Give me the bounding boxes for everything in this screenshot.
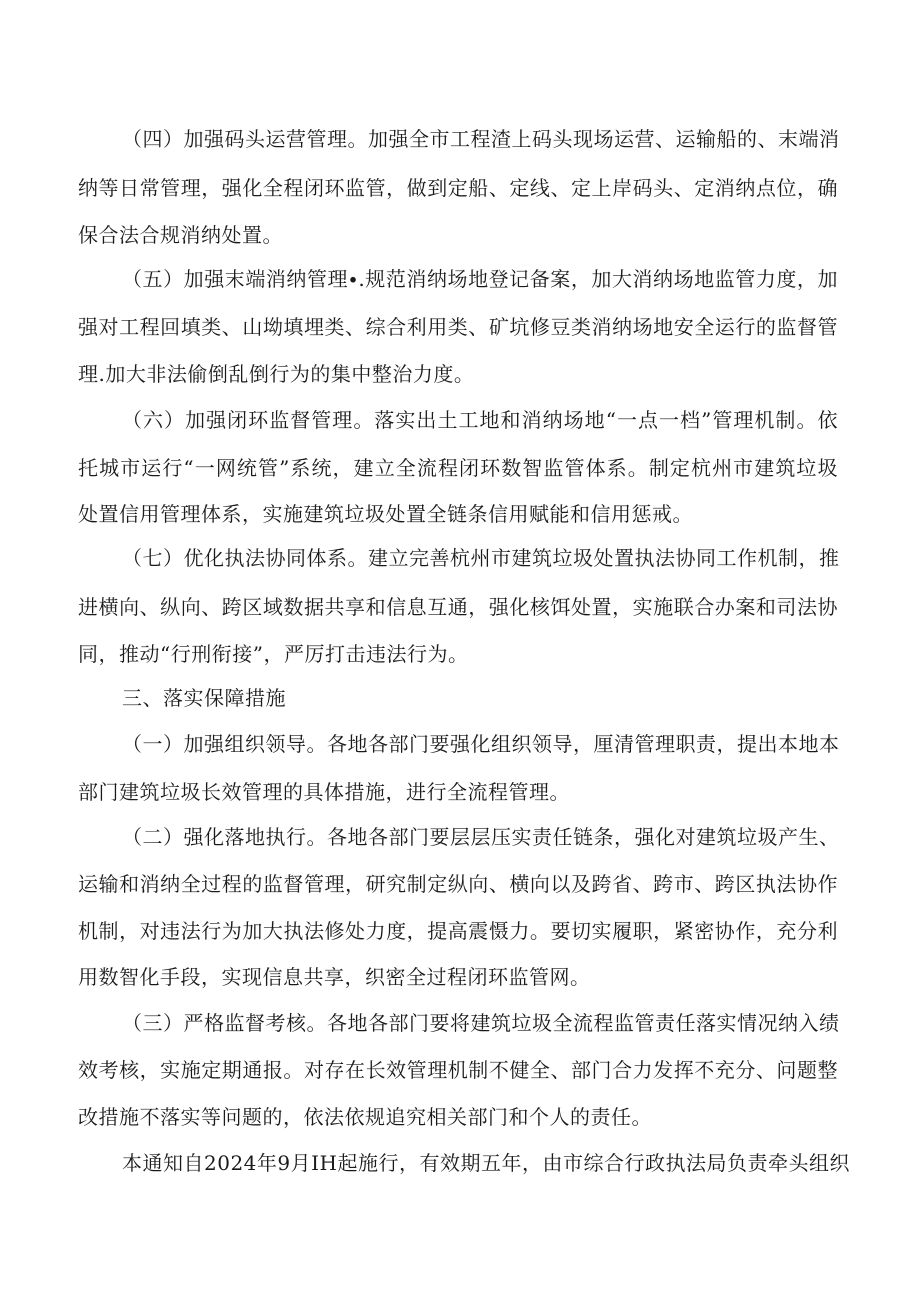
para-5-line-1: （五）加强末端消纳管理∙.规范消纳场地登记备案，加大消纳场地监管力度，加: [122, 267, 838, 291]
para-4-line-3: 保合法合规消纳处置。: [78, 223, 283, 247]
subsection-1-line-1: （一）加强组织领导。各地各部门要强化组织领导，厘清管理职责，提出本地本: [122, 732, 840, 756]
para-6-line-1: （六）加强闭环监督管理。落实出土工地和消纳场地“一点一档”管理机制。依: [122, 408, 838, 432]
subsection-3-line-1: （三）严格监督考核。各地各部门要将建筑垃圾全流程监管责任落实情况纳入绩: [122, 1011, 840, 1035]
closing-line: 本通知自2024年9月IH起施行，有效期五年，由市综合行政执法局负责牵头组织: [122, 1151, 850, 1175]
para-4-line-2: 纳等日常管理，强化全程闭环监管，做到定船、定线、定上岸码头、定消纳点位，确: [78, 176, 838, 200]
para-6-line-3: 处置信用管理体系，实施建筑垃圾处置全链条信用赋能和信用惩戒。: [78, 502, 693, 526]
subsection-3-line-2: 效考核，实施定期通报。对存在长效管理机制不健全、部门合力发挥不充分、问题整: [78, 1058, 838, 1082]
para-6-line-2: 托城市运行“一网统管”系统，建立全流程闭环数智监管体系。制定杭州市建筑垃圾: [78, 456, 838, 480]
subsection-3-line-3: 改措施不落实等问题的，依法依规追究相关部门和个人的责任。: [78, 1105, 652, 1129]
subsection-2-line-2: 运输和消纳全过程的监督管理，研究制定纵向、横向以及跨省、跨市、跨区执法协作: [78, 872, 838, 896]
para-5-line-3: 理.加大非法偷倒乱倒行为的集中整治力度。: [78, 362, 475, 386]
para-7-line-2: 进横向、纵向、跨区域数据共享和信息互通，强化核饵处置，实施联合办案和司法协: [78, 595, 838, 619]
para-5-line-2: 强对工程回填类、山坳填埋类、综合利用类、矿坑修豆类消纳场地安全运行的监督管: [78, 315, 838, 339]
para-4-line-1: （四）加强码头运营管理。加强全市工程渣上码头现场运营、运输船的、末端消: [122, 127, 840, 151]
section-heading: 三、落实保障措施: [122, 686, 286, 710]
subsection-2-line-4: 用数智化手段，实现信息共享，织密全过程闭环监管网。: [78, 965, 591, 989]
subsection-1-line-2: 部门建筑垃圾长效管理的具体措施，进行全流程管理。: [78, 780, 570, 804]
subsection-2-line-1: （二）强化落地执行。各地各部门要层层压实责任链条，强化对建筑垃圾产生、: [122, 825, 840, 849]
para-7-line-3: 同，推动“行刑衔接”，严厉打击违法行为。: [78, 642, 469, 666]
para-7-line-1: （七）优化执法协同体系。建立完善杭州市建筑垃圾处置执法协同工作机制，推: [122, 546, 840, 570]
subsection-2-line-3: 机制，对违法行为加大执法修处力度，提高震慑力。要切实履职，紧密协作，充分利: [78, 919, 838, 943]
